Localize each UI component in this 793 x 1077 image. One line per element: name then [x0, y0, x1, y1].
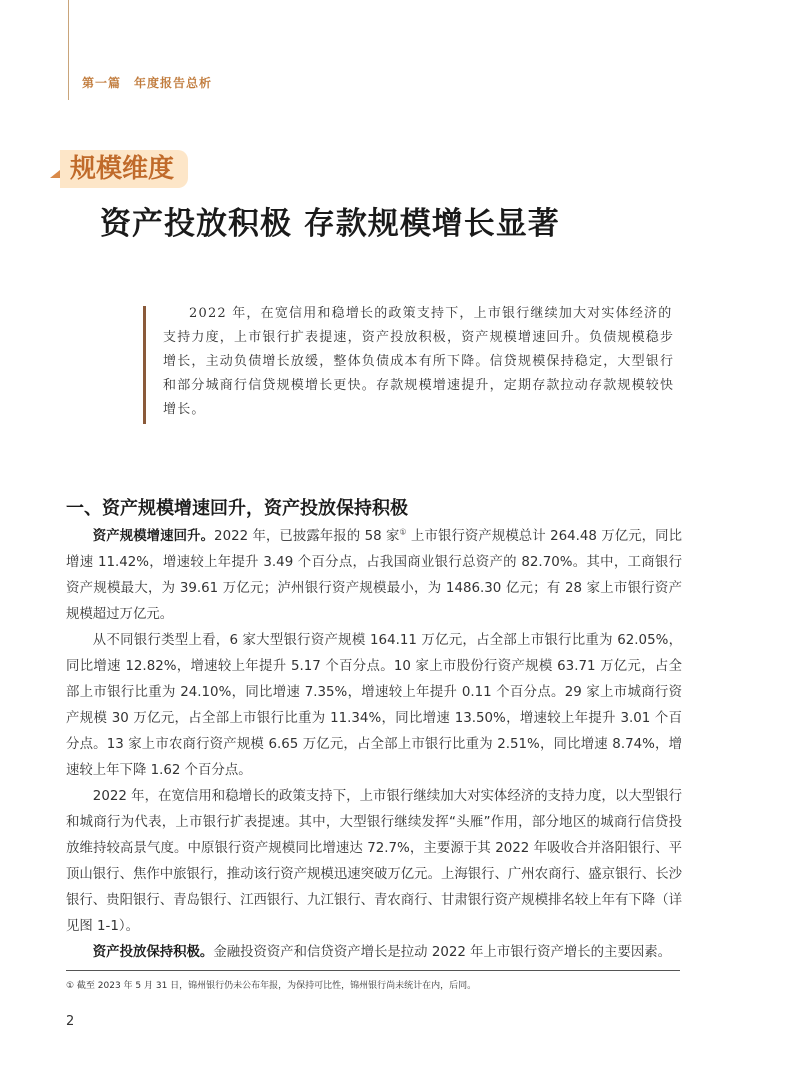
page-title: 资产投放积极 存款规模增长显著 — [100, 206, 560, 242]
summary-accent-bar — [143, 306, 146, 424]
paragraph-3: 2022 年，在宽信用和稳增长的政策支持下，上市银行继续加大对实体经济的支持力度，以大型银行和城商行为代表，上市银行扩表提速。其中，大型银行继续发挥“头雁”作用，部分地区的城商行信贷投放维持较高景气度。中原银行资产规模同比增速达 72.7%，主要源于其 2022 年吸收合并洛阳银行、平顶山银行、焦作中旅银行，推动该行资产规模迅速突破万亿元。上海银行、广州农商行、盛京银行、长沙银行、贵阳银行、青岛银行、江西银行、九江银行、青农商行、甘肃银行资产规模排名较上年有下降（详见图 1-1）。 — [66, 789, 682, 934]
paragraph-1-text-a: 2022 年，已披露年报的 58 家 — [214, 529, 400, 544]
running-header: 第一篇 年度报告总析 — [82, 76, 213, 90]
paragraph-1-text-b: 上市银行资产规模总计 264.48 万亿元，同比增速 11.42%，增速较上年提升 3.49 个百分点，占我国商业银行总资产的 82.70%。其中，工商银行资产规模最大，为 39.61 万亿元；泸州银行资产规模最小，为 1486.30 亿元；有 28 家上市银行资产规模超过万亿元。 — [66, 529, 683, 622]
footnote-ref[interactable]: ① — [399, 527, 407, 537]
paragraph-1-lead: 资产规模增速回升。 — [92, 529, 215, 544]
section-tag — [50, 150, 220, 190]
paragraph-4-lead: 资产投放保持积极。 — [92, 945, 214, 960]
paragraph-4-text: 金融投资资产和信贷资产增长是拉动 2022 年上市银行资产增长的主要因素。 — [213, 945, 672, 960]
footnote: ① 截至 2023 年 5 月 31 日，锦州银行仍未公布年报，为保持可比性，锦州银行尚未统计在内，后同。 — [66, 981, 477, 991]
header-divider-line — [68, 0, 69, 100]
footnote-divider — [66, 970, 680, 971]
paragraph-4 — [66, 940, 682, 966]
paragraph-1 — [66, 524, 682, 628]
section-heading: 一、资产规模增速回升，资产投放保持积极 — [66, 498, 408, 519]
section-tag-label: 规模维度 — [60, 150, 188, 188]
summary-paragraph: 2022 年，在宽信用和稳增长的政策支持下，上市银行继续加大对实体经济的支持力度，上市银行扩表提速，资产投放积极，资产规模增速回升。负债规模稳步增长，主动负债增长放缓，整体负债成本有所下降。信贷规模保持稳定，大型银行和部分城商行信贷规模增长更快。存款规模增速提升，定期存款拉动存款规模较快增长。 — [163, 306, 675, 417]
tag-corner-triangle — [50, 170, 60, 178]
page-number: 2 — [66, 1014, 75, 1029]
body-text — [66, 524, 682, 966]
paragraph-2: 从不同银行类型上看，6 家大型银行资产规模 164.11 万亿元，占全部上市银行比重为 62.05%，同比增速 12.82%，增速较上年提升 5.17 个百分点。10 家上市股份行资产规模 63.71 万亿元，占全部上市银行比重为 24.10%，同比增速 7.35%，增速较上年提升 0.11 个百分点。29 家上市城商行资产规模 30 万亿元，占全部上市银行比重为 11.34%，同比增速 13.50%，增速较上年提升 3.01 个百分点。13 家上市农商行资产规模 6.65 万亿元，占全部上市银行比重为 2.51%，同比增速 8.74%，增速较上年下降 1.62 个百分点。 — [66, 633, 682, 778]
